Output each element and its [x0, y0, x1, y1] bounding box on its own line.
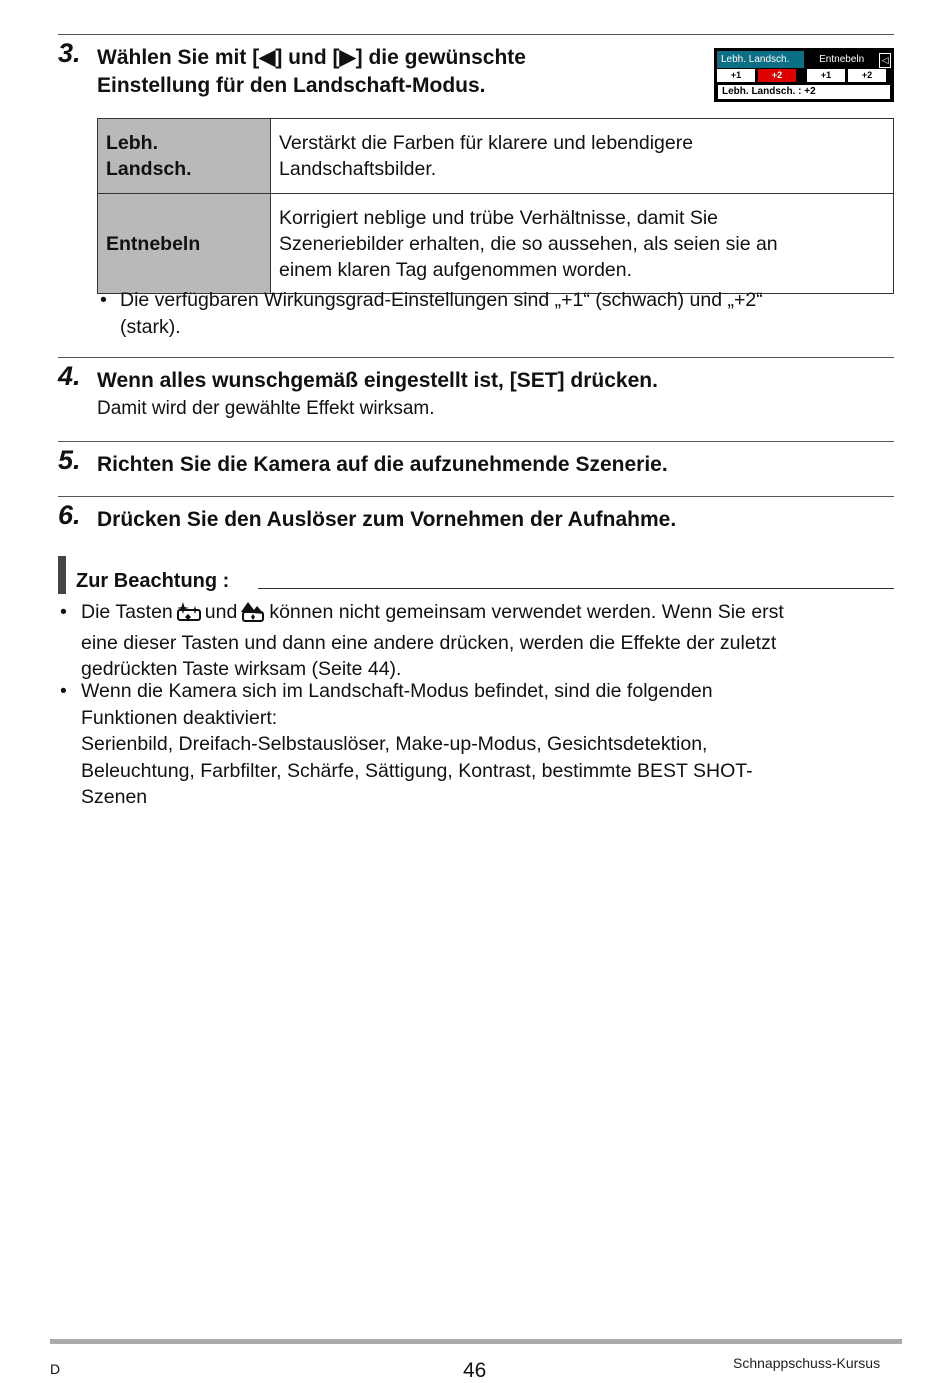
step-number: 4. — [58, 361, 81, 391]
step-title: Drücken Sie den Auslöser zum Vornehmen der Aufnahme. — [97, 508, 677, 531]
bullet-line — [81, 599, 894, 630]
text-span: und — [204, 601, 238, 623]
bullet-line: Wenn die Kamera sich im Landschaft-Modus befindet, sind die folgenden — [81, 680, 713, 702]
step-title — [97, 44, 526, 100]
camera-screen-illustration — [714, 48, 894, 102]
table-key-line: Landsch. — [106, 158, 192, 180]
step-number: 6. — [58, 500, 81, 530]
table-key-line: Entnebeln — [106, 232, 201, 255]
table-key — [98, 194, 271, 294]
top-rule — [58, 34, 894, 35]
bullet-line: gedrückten Taste wirksam (Seite 44). — [81, 658, 402, 680]
note-rule — [258, 588, 894, 589]
step-divider — [58, 357, 894, 358]
text-span: Die Tasten — [81, 601, 173, 623]
bullet-line: Beleuchtung, Farbfilter, Schärfe, Sättigung, Kontrast, bestimmte BEST SHOT- — [81, 759, 753, 782]
note-bullet — [60, 599, 894, 683]
step-5 — [58, 445, 894, 485]
bullet-line: Funktionen deaktiviert: — [81, 706, 278, 729]
step-4 — [58, 361, 894, 431]
table-value-line: Szeneriebilder erhalten, die so aussehen, als seien sie an — [279, 232, 778, 255]
note-bullet — [60, 678, 894, 811]
camera-tab-selected: Lebh. Landsch. — [717, 51, 804, 68]
step-description: Damit wird der gewählte Effekt wirksam. — [97, 398, 435, 419]
page-number: 46 — [463, 1359, 487, 1382]
settings-table — [97, 118, 894, 294]
text-span: können nicht gemeinsam verwendet werden. Wenn Sie erst — [269, 601, 784, 623]
bullet-dot: • — [60, 680, 67, 702]
step-title-line: Wählen Sie mit [◀] und [▶] die gewünschte — [97, 46, 526, 69]
table-value-line: Verstärkt die Farben für klarere und lebendigere — [279, 132, 694, 154]
camera-tab: Entnebeln — [819, 54, 865, 65]
back-arrow-icon: ◁ — [879, 53, 891, 68]
bullet-text — [100, 287, 890, 340]
bullet-text — [60, 678, 894, 811]
bullet-line: Serienbild, Dreifach-Selbstauslöser, Make-up-Modus, Gesichtsdetektion, — [81, 733, 708, 755]
step-number: 5. — [58, 445, 81, 475]
table-value — [271, 119, 894, 194]
table-row — [98, 119, 894, 194]
step-6 — [58, 500, 894, 540]
section-title: Schnappschuss-Kursus — [733, 1355, 881, 1371]
bullet-line: eine dieser Tasten und dann eine andere drücken, werden die Effekte der zuletzt — [81, 631, 777, 654]
step-title-line: Einstellung für den Landschaft-Modus. — [97, 74, 486, 97]
step-divider — [58, 441, 894, 442]
table-value — [271, 194, 894, 294]
note-marker — [58, 556, 66, 594]
bullet-dot: • — [100, 289, 107, 311]
bullet-line: Die verfügbaren Wirkungsgrad-Einstellungen sind „+1“ (schwach) und „+2“ — [120, 289, 763, 311]
camera-value: +1 — [807, 69, 845, 82]
camera-tabs — [717, 51, 891, 68]
info-bullet — [100, 287, 890, 340]
camera-value-selected: +2 — [758, 69, 796, 82]
camera-status: Lebh. Landsch. : +2 — [718, 85, 890, 99]
landscape-button-icon — [240, 600, 266, 630]
step-title: Wenn alles wunschgemäß eingestellt ist, [SET] drücken. — [97, 369, 658, 392]
note-heading: Zur Beachtung : — [76, 570, 230, 592]
table-key-line: Lebh. — [106, 132, 158, 154]
bullet-line: Szenen — [81, 786, 148, 808]
step-title: Richten Sie die Kamera auf die aufzunehmende Szenerie. — [97, 453, 668, 476]
step-number: 3. — [58, 38, 81, 68]
camera-value: +1 — [717, 69, 755, 82]
makeup-button-icon — [176, 600, 202, 630]
table-value-line: einem klaren Tag aufgenommen worden. — [279, 258, 633, 281]
step-divider — [58, 496, 894, 497]
table-key — [98, 119, 271, 194]
bullet-dot: • — [60, 601, 67, 623]
bullet-text — [60, 599, 894, 683]
table-value-line: Korrigiert neblige und trübe Verhältnisse, damit Sie — [279, 206, 718, 229]
footer-rule — [50, 1339, 902, 1344]
camera-value: +2 — [848, 69, 886, 82]
table-value-line: Landschaftsbilder. — [279, 158, 437, 180]
bullet-line: (stark). — [120, 315, 181, 338]
language-code: D — [50, 1361, 61, 1377]
camera-values — [717, 69, 891, 82]
table-row — [98, 194, 894, 294]
